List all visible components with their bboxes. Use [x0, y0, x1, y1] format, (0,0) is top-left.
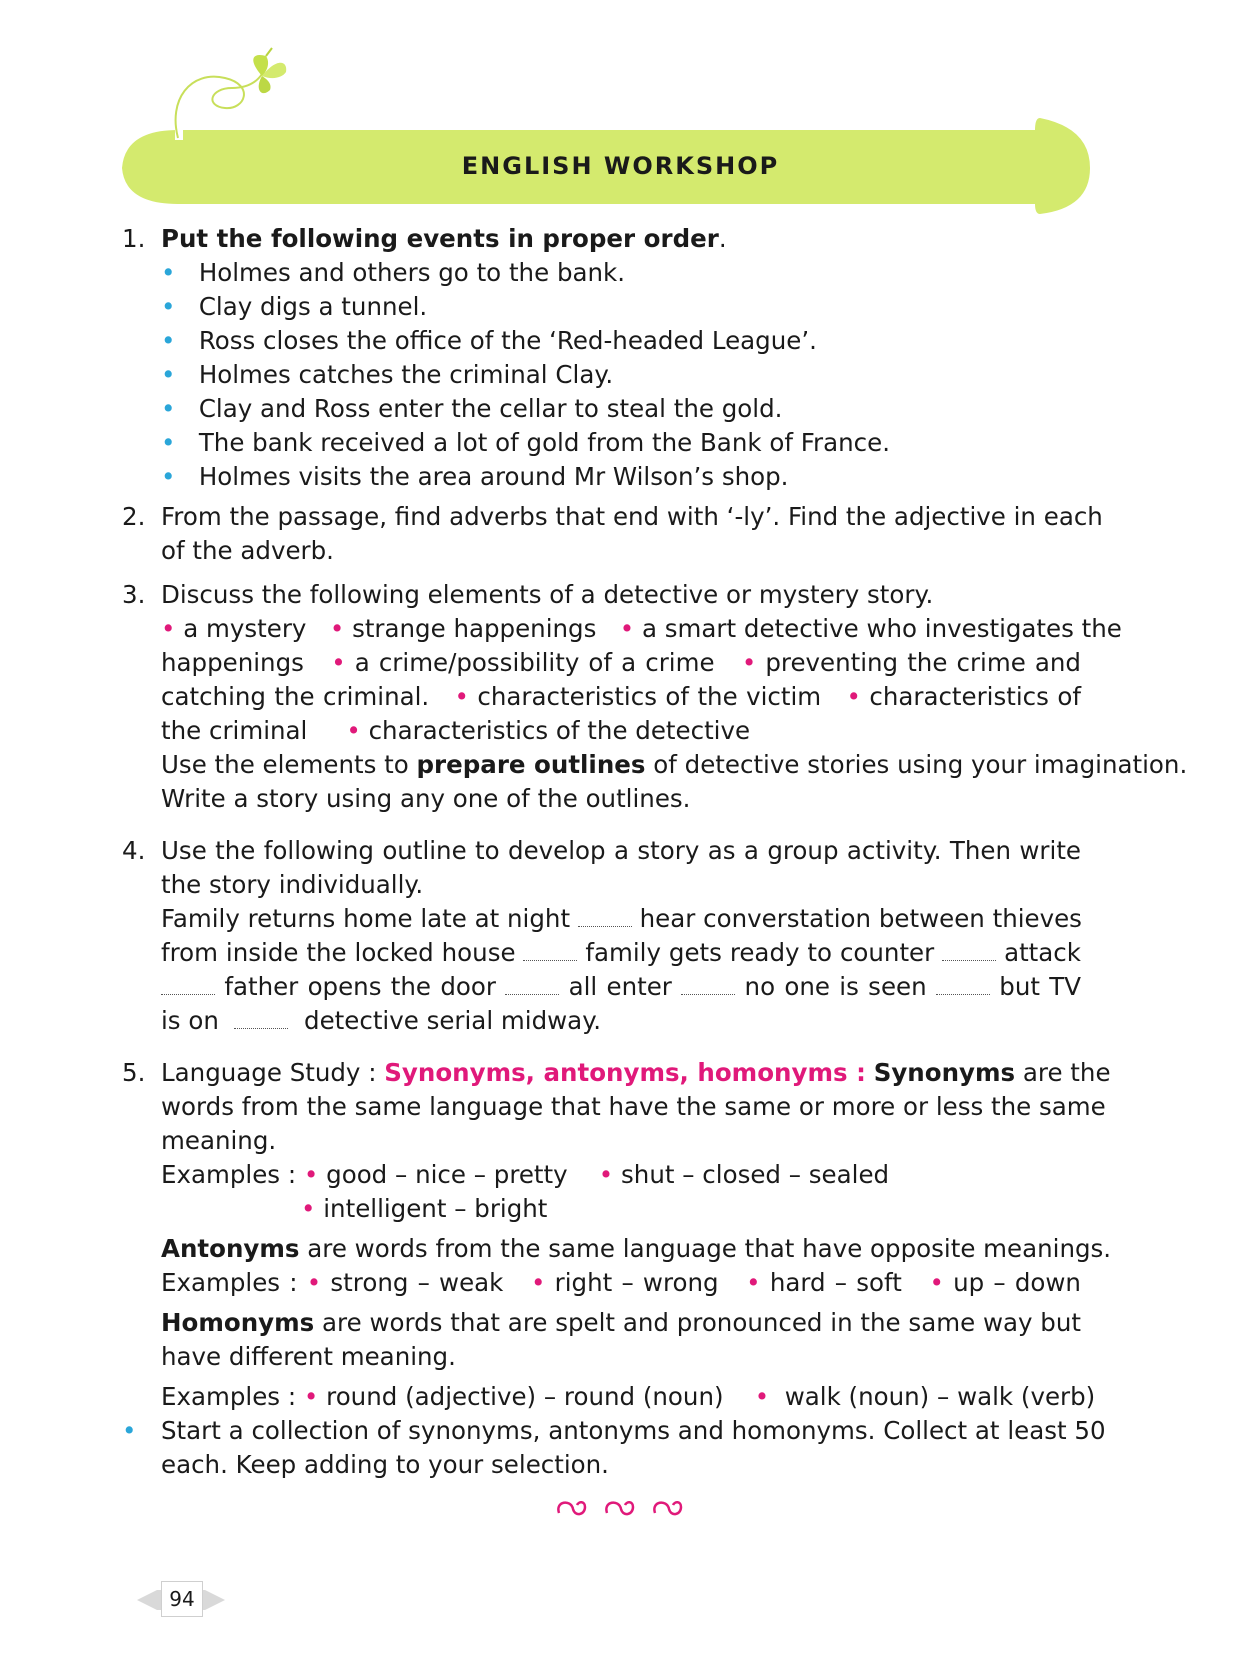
outline-line: is on detective serial midway.: [161, 1006, 601, 1035]
homonyms-definition: Homonyms are words that are spelt and pronounced in the same way but: [161, 1308, 1081, 1337]
header-banner: [0, 0, 1241, 230]
collection-task-cont: each. Keep adding to your selection.: [161, 1450, 609, 1479]
question-2-text: From the passage, find adverbs that end with ‘-ly’. Find the adjective in each: [161, 502, 1103, 531]
page-title: ENGLISH WORKSHOP: [461, 152, 780, 180]
outline-line: father opens the door all enter no one is seen but TV: [161, 970, 1081, 1004]
synonym-examples: Examples : • good – nice – pretty • shut – closed – sealed: [161, 1160, 890, 1189]
homonym-examples: Examples : • round (adjective) – round (noun) • walk (noun) – walk (verb): [161, 1382, 1096, 1411]
question-4-text: Use the following outline to develop a story as a group activity. Then write: [161, 836, 1081, 865]
ornament-icon: [551, 1493, 691, 1523]
outline-line: from inside the locked house family gets ready to counter attack: [161, 938, 1081, 967]
swirl-line: [176, 74, 262, 138]
question-number: 1.: [122, 224, 146, 253]
list-item: • Holmes visits the area around Mr Wilson’s shop.: [161, 462, 789, 491]
elements-line: the criminal • characteristics of the detective: [161, 716, 751, 745]
question-number: 3.: [122, 580, 146, 609]
question-number: 2.: [122, 502, 146, 531]
list-item: • Ross closes the office of the ‘Red-headed League’.: [161, 326, 817, 355]
list-item: • Clay digs a tunnel.: [161, 292, 428, 321]
synonyms-definition-cont: meaning.: [161, 1126, 277, 1155]
question-4-text-cont: the story individually.: [161, 870, 424, 899]
bullet-icon: •: [122, 1416, 137, 1445]
language-study-heading: Language Study : Synonyms, antonyms, homonyms : Synonyms are the: [161, 1058, 1111, 1087]
elements-line: • a mystery • strange happenings • a smart detective who investigates the: [161, 614, 1122, 643]
elements-line: happenings • a crime/possibility of a crime • preventing the crime and: [161, 648, 1081, 677]
synonyms-definition: words from the same language that have the same or more or less the same: [161, 1092, 1106, 1121]
question-2-text-cont: of the adverb.: [161, 536, 334, 565]
synonym-examples-cont: • intelligent – bright: [301, 1194, 548, 1223]
butterfly-icon: [253, 48, 286, 93]
list-item: • Holmes catches the criminal Clay.: [161, 360, 614, 389]
question-3-instruction-cont: Write a story using any one of the outlines.: [161, 784, 691, 813]
homonyms-definition-cont: have different meaning.: [161, 1342, 456, 1371]
question-3-instruction: Use the elements to prepare outlines of detective stories using your imagination.: [161, 750, 1188, 779]
list-item: • The bank received a lot of gold from the Bank of France.: [161, 428, 890, 457]
question-1-title: Put the following events in proper order.: [161, 224, 727, 253]
question-3-text: Discuss the following elements of a detective or mystery story.: [161, 580, 934, 609]
question-number: 4.: [122, 836, 146, 865]
outline-line: Family returns home late at night hear converstation between thieves: [161, 904, 1082, 933]
list-item: • Holmes and others go to the bank.: [161, 258, 626, 287]
antonym-examples: Examples : • strong – weak • right – wrong • hard – soft • up – down: [161, 1268, 1081, 1297]
question-number: 5.: [122, 1058, 146, 1087]
elements-line: catching the criminal. • characteristics of the victim • characteristics of: [161, 682, 1081, 711]
page-number: 94: [161, 1581, 203, 1617]
collection-task: Start a collection of synonyms, antonyms and homonyms. Collect at least 50: [161, 1416, 1106, 1445]
list-item: • Clay and Ross enter the cellar to steal the gold.: [161, 394, 783, 423]
antonyms-definition: Antonyms are words from the same language that have opposite meanings.: [161, 1234, 1112, 1263]
end-ornament: [0, 1493, 1241, 1530]
